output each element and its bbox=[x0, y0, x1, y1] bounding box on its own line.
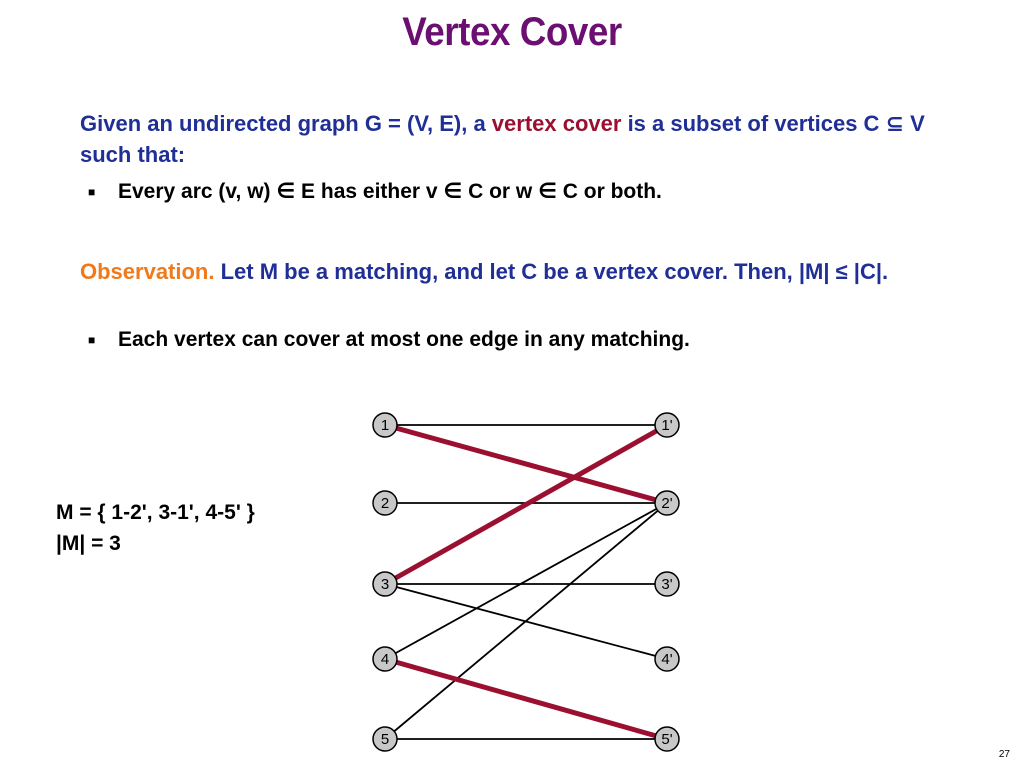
node-label: 5 bbox=[380, 731, 390, 748]
graph-node-3p bbox=[655, 572, 679, 596]
node-label: 1 bbox=[380, 417, 390, 434]
node-label: 3 bbox=[380, 576, 390, 593]
edge-5-2p bbox=[385, 503, 667, 739]
page-number: 27 bbox=[998, 749, 1010, 760]
matched-edge-3-1p bbox=[385, 425, 667, 584]
observation-bullet-text: Each vertex can cover at most one edge in any matching. bbox=[118, 328, 690, 351]
node-label: 1' bbox=[661, 417, 673, 434]
graph-node-4p bbox=[655, 647, 679, 671]
node-label: 4' bbox=[661, 651, 673, 668]
slide-title: Vertex Cover bbox=[402, 10, 622, 54]
definition-tail: is a subset of vertices C ⊆ V such that: bbox=[80, 111, 925, 167]
graph-node-2 bbox=[373, 491, 397, 515]
graph-node-3 bbox=[373, 572, 397, 596]
definition-lead: Given an undirected graph G = (V, E), a bbox=[80, 111, 492, 136]
bullet-square-icon: ■ bbox=[88, 333, 96, 348]
graph-node-1p bbox=[655, 413, 679, 437]
definition-bullet-text: Every arc (v, w) ∈ E has either v ∈ C or w ∈ C or both. bbox=[118, 180, 662, 203]
graph-node-5 bbox=[373, 727, 397, 751]
matching-size: |M| = 3 bbox=[56, 532, 121, 555]
matching-set: M = { 1-2', 3-1', 4-5' } bbox=[56, 501, 255, 524]
graph-node-5p bbox=[655, 727, 679, 751]
node-label: 2 bbox=[380, 495, 390, 512]
graph-node-1 bbox=[373, 413, 397, 437]
observation-text: Let M be a matching, and let C be a vertex cover. Then, |M| ≤ |C|. bbox=[214, 259, 889, 284]
edge-4-2p bbox=[385, 503, 667, 659]
bullet-square-icon: ■ bbox=[88, 185, 96, 200]
definition-term: vertex cover bbox=[491, 111, 622, 136]
matched-edge-1-2p bbox=[385, 425, 667, 503]
matched-edge-4-5p bbox=[385, 659, 667, 739]
node-label: 4 bbox=[380, 651, 390, 668]
graph-node-2p bbox=[655, 491, 679, 515]
graph-node-4 bbox=[373, 647, 397, 671]
node-label: 5' bbox=[661, 731, 673, 748]
observation-label: Observation. bbox=[80, 259, 215, 284]
node-label: 3' bbox=[661, 576, 673, 593]
node-label: 2' bbox=[661, 495, 673, 512]
